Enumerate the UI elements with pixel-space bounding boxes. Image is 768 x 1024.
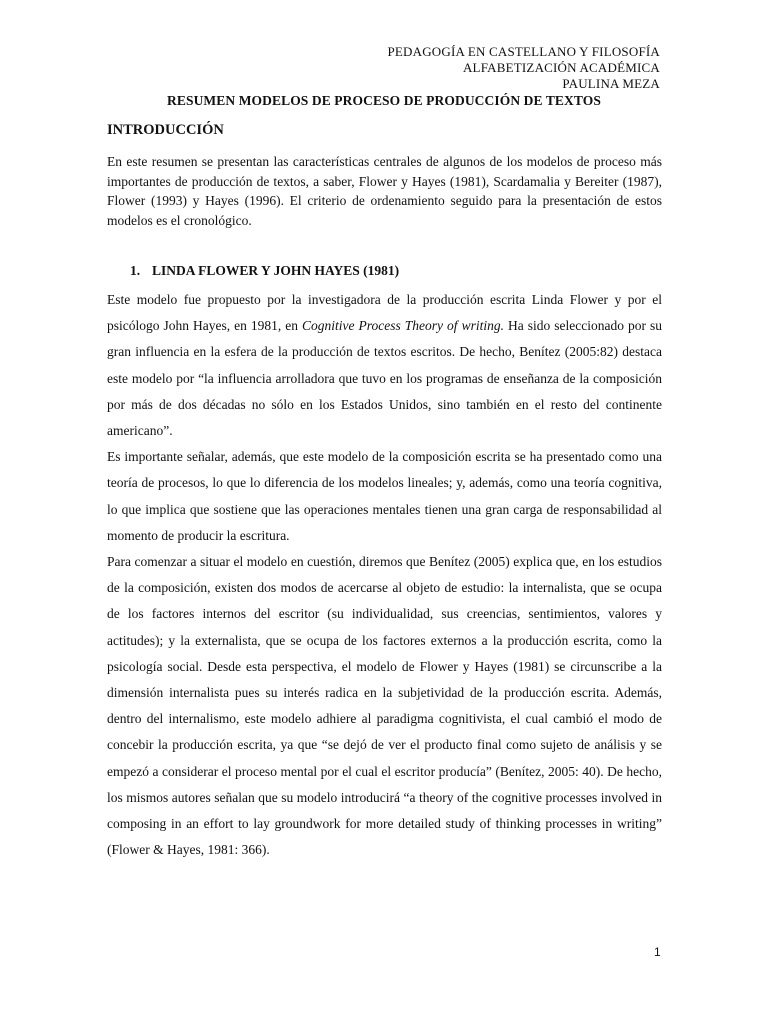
header-author: PAULINA MEZA <box>562 76 660 91</box>
page-number: 1 <box>654 945 661 959</box>
paragraph-1-text-b: Ha sido seleccionado por su gran influencia en la esfera de la producción de textos escritos. De hecho, Benítez (2005:82) destaca este modelo por “la influencia arrolladora que tuvo en los programas de enseñanza de la composición por más de dos décadas no sólo en los Estados Unidos, sino también en el resto del continente americano”. <box>107 318 662 439</box>
document-header <box>387 44 660 92</box>
header-course: ALFABETIZACIÓN ACADÉMICA <box>462 60 660 75</box>
section-1-heading <box>130 263 399 279</box>
header-program: PEDAGOGÍA EN CASTELLANO Y FILOSOFÍA <box>387 44 660 59</box>
section-1-number: 1. <box>130 263 141 278</box>
introduction-paragraph: En este resumen se presentan las características centrales de algunos de los modelos de proceso más importantes de producción de textos, a saber, Flower y Hayes (1981), Scardamalia y Bereiter (1987), Flower (1993) y Hayes (1996). El criterio de ordenamiento seguido para la presentación de estos modelos es el cronológico. <box>107 154 662 228</box>
section-1-paragraph-1 <box>107 287 662 444</box>
introduction-heading: INTRODUCCIÓN <box>107 122 224 138</box>
section-1-paragraph-2: Es importante señalar, además, que este modelo de la composición escrita se ha presentado como una teoría de procesos, lo que lo diferencia de los modelos lineales; y, además, como una teoría cognitiva, lo que implica que sostiene que las operaciones mentales tienen una gran carga de responsabilidad al momento de producir la escritura. <box>107 449 662 543</box>
document-title: RESUMEN MODELOS DE PROCESO DE PRODUCCIÓN DE TEXTOS <box>167 93 601 108</box>
section-1-body <box>107 287 662 863</box>
section-1-paragraph-3: Para comenzar a situar el modelo en cuestión, diremos que Benítez (2005) explica que, en los estudios de la composición, existen dos modos de acercarse al objeto de estudio: la internalista, que se ocupa de los factores internos del escritor (su individualidad, sus creencias, sentimientos, valores y actitudes); y la externalista, que se ocupa de los factores externos a la producción escrita, como la psicología social. Desde esta perspectiva, el modelo de Flower y Hayes (1981) se circunscribe a la dimensión internalista pues su interés radica en la subjetividad de la producción escrita. Además, dentro del internalismo, este modelo adhiere al paradigma cognitivista, el cual cambió el modo de concebir la producción escrita, ya que “se dejó de ver el producto final como sujeto de análisis y se empezó a considerar el proceso mental por el cual el escritor producía” (Benítez, 2005: 40). De hecho, los mismos autores señalan que su modelo introducirá “a theory of the cognitive processes involved in composing in an effort to lay groundwork for more detailed study of thinking processes in writing” (Flower & Hayes, 1981: 366). <box>107 554 662 858</box>
paragraph-1-text-a: Este modelo fue propuesto por la investigadora de la producción escrita Linda Flower y por el psicólogo John Hayes, en 1981, en <box>107 292 662 334</box>
cited-work-title: Cognitive Process Theory of writing. <box>302 318 504 334</box>
section-1-title: LINDA FLOWER Y JOHN HAYES (1981) <box>152 263 400 278</box>
